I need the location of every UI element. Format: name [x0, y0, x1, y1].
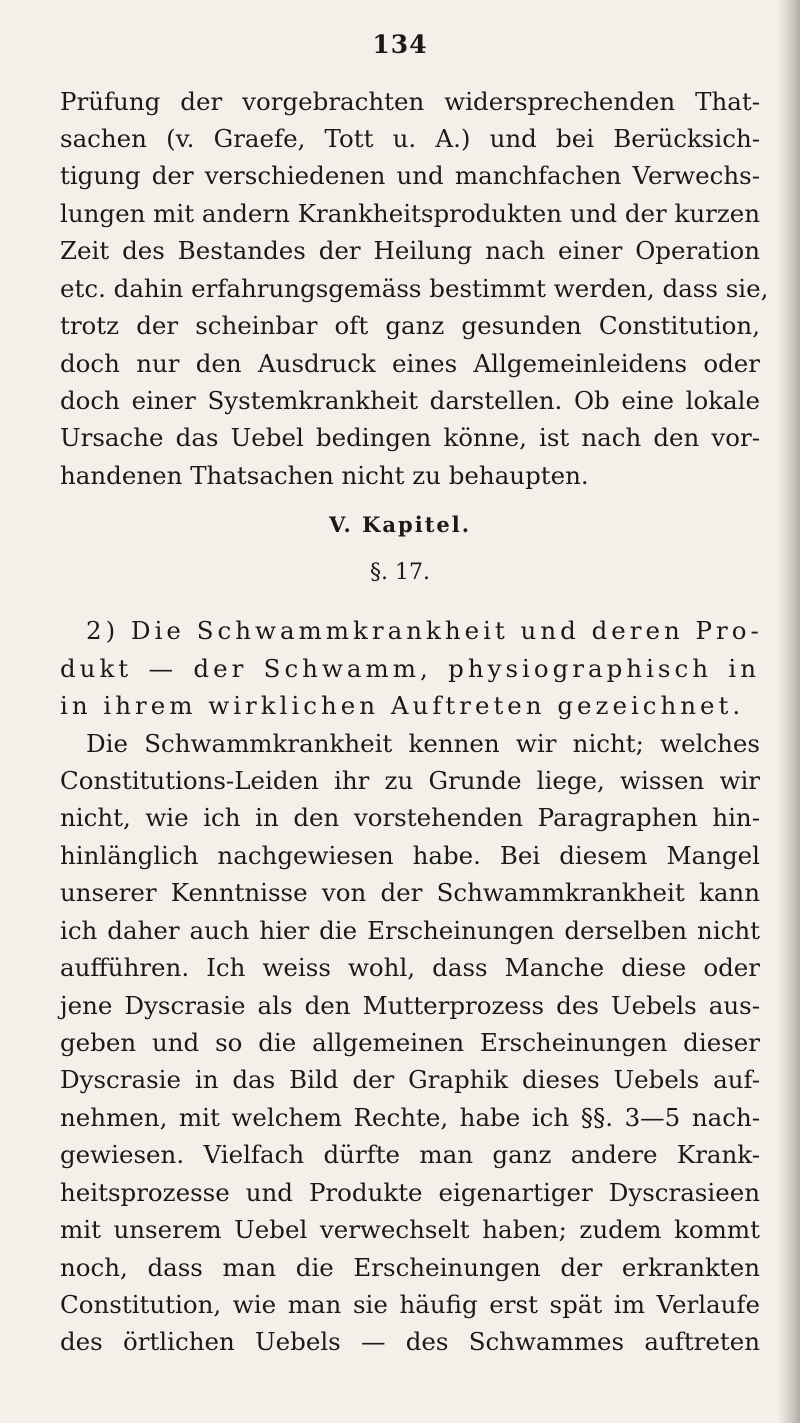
body-line: des örtlichen Uebels — des Schwammes auftreten — [60, 1327, 760, 1356]
intro-line: etc. dahin erfahrungsgemäss bestimmt werden, dass sie, — [60, 274, 769, 303]
intro-line: doch nur den Ausdruck eines Allgemeinleidens oder — [60, 349, 760, 378]
body-line: Constitutions-Leiden ihr zu Grunde liege, wissen wir — [60, 766, 760, 795]
intro-line: handenen Thatsachen nicht zu behaupten. — [60, 461, 589, 490]
intro-line: Zeit des Bestandes der Heilung nach einer Operation — [60, 236, 760, 265]
body-line: noch, dass man die Erscheinungen der erkrankten — [60, 1253, 760, 1282]
intro-line: doch einer Systemkrankheit darstellen. Ob eine lokale — [60, 386, 760, 415]
section-number: §. 17. — [370, 560, 430, 585]
body-line: heitsprozesse und Produkte eigenartiger Dyscrasieen — [60, 1178, 760, 1207]
body-line: aufführen. Ich weiss wohl, dass Manche diese oder — [60, 953, 760, 982]
body-line: ich daher auch hier die Erscheinungen derselben nicht — [60, 916, 760, 945]
body-line: unserer Kenntnisse von der Schwammkrankheit kann — [60, 878, 760, 907]
intro-line: lungen mit andern Krankheitsprodukten und der kurzen — [60, 199, 761, 228]
intro-line: tigung der verschiedenen und manchfachen Verwechs- — [60, 161, 760, 190]
body-line: nicht, wie ich in den vorstehenden Paragraphen hin- — [60, 803, 760, 832]
intro-line: sachen (v. Graefe, Tott u. A.) und bei Berücksich- — [60, 124, 760, 153]
section-title-line: 2) Die Schwammkrankheit und deren Pro- — [86, 616, 763, 645]
body-line: geben und so die allgemeinen Erscheinungen dieser — [60, 1028, 760, 1057]
section-title-line: dukt — der Schwamm, physiographisch in — [60, 654, 760, 683]
intro-line: trotz der scheinbar oft ganz gesunden Constitution, — [60, 311, 760, 340]
page-number: 134 — [372, 30, 428, 59]
body-line: jene Dyscrasie als den Mutterprozess des Uebels aus- — [60, 991, 760, 1020]
body-line: Dyscrasie in das Bild der Graphik dieses Uebels auf- — [60, 1065, 760, 1094]
body-line: Die Schwammkrankheit kennen wir nicht; welches — [86, 729, 760, 758]
intro-line: Ursache das Uebel bedingen könne, ist nach den vor- — [60, 423, 760, 452]
intro-line: Prüfung der vorgebrachten widersprechenden That- — [60, 87, 760, 116]
body-line: hinlänglich nachgewiesen habe. Bei diesem Mangel — [60, 841, 760, 870]
body-line: gewiesen. Vielfach dürfte man ganz andere Krank- — [60, 1140, 760, 1169]
body-line: mit unserem Uebel verwechselt haben; zudem kommt — [60, 1215, 760, 1244]
page-edge-shadow — [778, 0, 800, 1423]
chapter-heading: V. Kapitel. — [328, 512, 472, 537]
body-line: Constitution, wie man sie häufig erst spät im Verlaufe — [60, 1290, 760, 1319]
section-title-line: in ihrem wirklichen Auftreten gezeichnet. — [60, 691, 745, 720]
body-line: nehmen, mit welchem Rechte, habe ich §§. 3—5 nach- — [60, 1103, 760, 1132]
